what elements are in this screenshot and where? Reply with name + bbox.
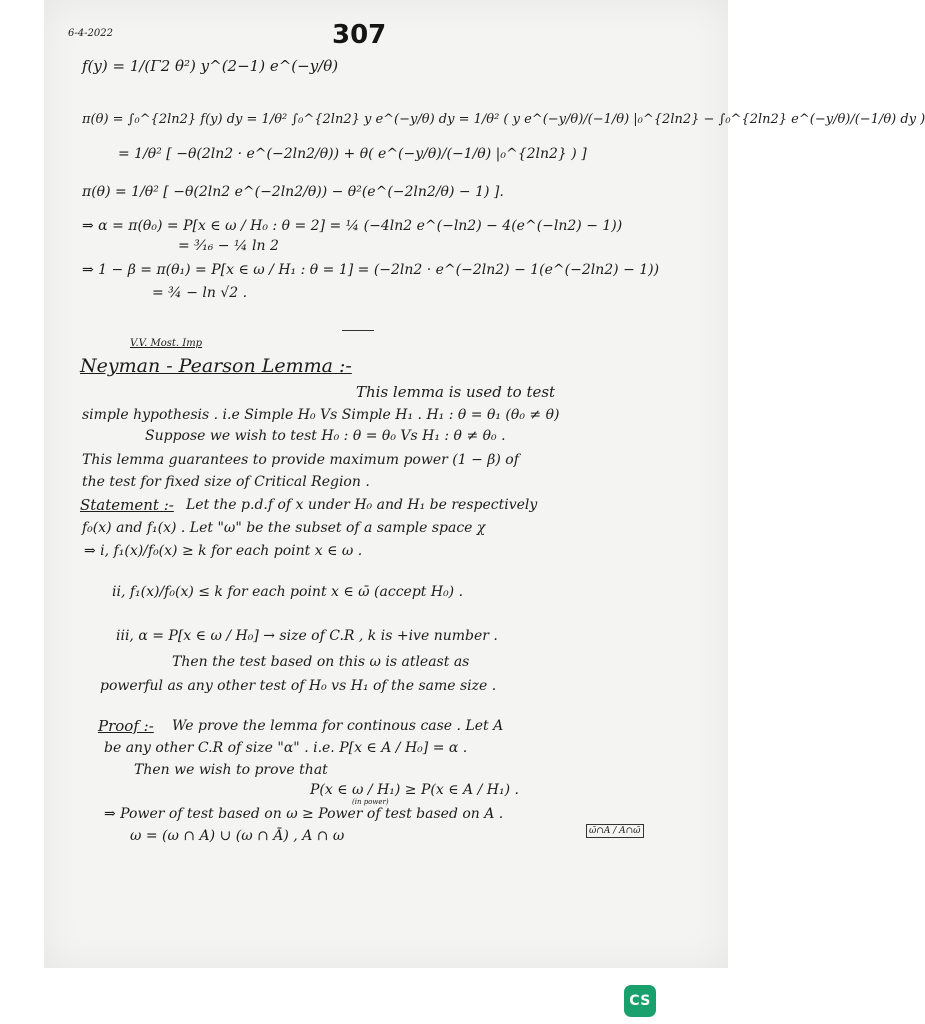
math-line-5: ⇒ α = π(θ₀) = P[x ∈ ω / H₀ : θ = 2] = ¼ (−4ln2 e^(−ln2) − 4(e^(−ln2) − 1)) [82, 218, 623, 234]
camscanner-logo-label: CS [629, 993, 651, 1009]
proof-line-b: be any other C.R of size "α" . i.e. P[x ∈ A / H₀] = α . [104, 740, 468, 756]
math-line-8: = ¾ − ln √2 . [152, 285, 248, 301]
statement-line-g: powerful as any other test of H₀ vs H₁ of the same size . [100, 678, 497, 694]
math-line-1: f(y) = 1/(Γ2 θ²) y^(2−1) e^(−y/θ) [82, 57, 339, 75]
boxed-note: ω̄∩A / A∩ω̄ [586, 824, 644, 838]
statement-line-a: Let the p.d.f of x under H₀ and H₁ be respectively [186, 497, 538, 513]
divider [342, 330, 374, 331]
math-line-3: = 1/θ² [ −θ(2ln2 · e^(−2ln2/θ)) + θ( e^(−y/θ)/(−1/θ) |₀^{2ln2} ) ] [118, 146, 587, 162]
statement-line-b: f₀(x) and f₁(x) . Let "ω" be the subset of a sample space χ [82, 520, 486, 536]
math-line-7: ⇒ 1 − β = π(θ₁) = P[x ∈ ω / H₁ : θ = 1] = (−2ln2 · e^(−2ln2) − 1(e^(−2ln2) − 1)) [82, 262, 660, 278]
statement-line-e: iii, α = P[x ∈ ω / H₀] → size of C.R , k is +ive number . [116, 628, 498, 644]
body-line-1a: This lemma is used to test [356, 383, 556, 401]
camscanner-logo [624, 985, 656, 1017]
date: 6-4-2022 [68, 28, 113, 39]
math-line-6: = ³⁄₁₆ − ¼ ln 2 [178, 238, 279, 254]
proof-line-c: Then we wish to prove that [134, 762, 328, 778]
importance-tag: V.V. Most. Imp [130, 338, 203, 349]
statement-label: Statement :- [80, 496, 174, 514]
statement-line-c: ⇒ i, f₁(x)/f₀(x) ≥ k for each point x ∈ ω . [84, 543, 363, 559]
proof-line-f: ω = (ω ∩ A) ∪ (ω ∩ Ā) , A ∩ ω [130, 828, 345, 844]
body-line-1b: simple hypothesis . i.e Simple H₀ Vs Simple H₁ . H₁ : θ = θ₁ (θ₀ ≠ θ) [82, 407, 560, 423]
statement-line-f: Then the test based on this ω is atleast as [172, 654, 470, 670]
proof-label: Proof :- [98, 717, 154, 735]
section-heading: Neyman - Pearson Lemma :- [80, 355, 352, 377]
statement-line-d: ii, f₁(x)/f₀(x) ≤ k for each point x ∈ ω̄ (accept H₀) . [112, 584, 464, 600]
proof-line-e: ⇒ Power of test based on ω ≥ Power of test based on A . [104, 806, 504, 822]
proof-line-d: P(x ∈ ω / H₁) ≥ P(x ∈ A / H₁) . [310, 782, 519, 798]
proof-line-a: We prove the lemma for continous case . Let A [172, 718, 504, 734]
body-line-1c: Suppose we wish to test H₀ : θ = θ₀ Vs H₁ : θ ≠ θ₀ . [145, 428, 506, 444]
body-line-1e: the test for fixed size of Critical Region . [82, 474, 370, 490]
proof-superscript-note: (in power) [352, 798, 389, 806]
page-number: 307 [332, 20, 387, 50]
math-line-4: π(θ) = 1/θ² [ −θ(2ln2 e^(−2ln2/θ)) − θ²(e^(−2ln2/θ) − 1) ]. [82, 184, 504, 200]
math-line-2: π(θ) = ∫₀^{2ln2} f(y) dy = 1/θ² ∫₀^{2ln2} y e^(−y/θ) dy = 1/θ² ( y e^(−y/θ)/(−1/θ) |₀^{2ln2} − ∫₀^{2ln2} e^(−y/θ)/(−1/θ) dy ) [82, 112, 925, 127]
body-line-1d: This lemma guarantees to provide maximum power (1 − β) of [82, 452, 519, 468]
